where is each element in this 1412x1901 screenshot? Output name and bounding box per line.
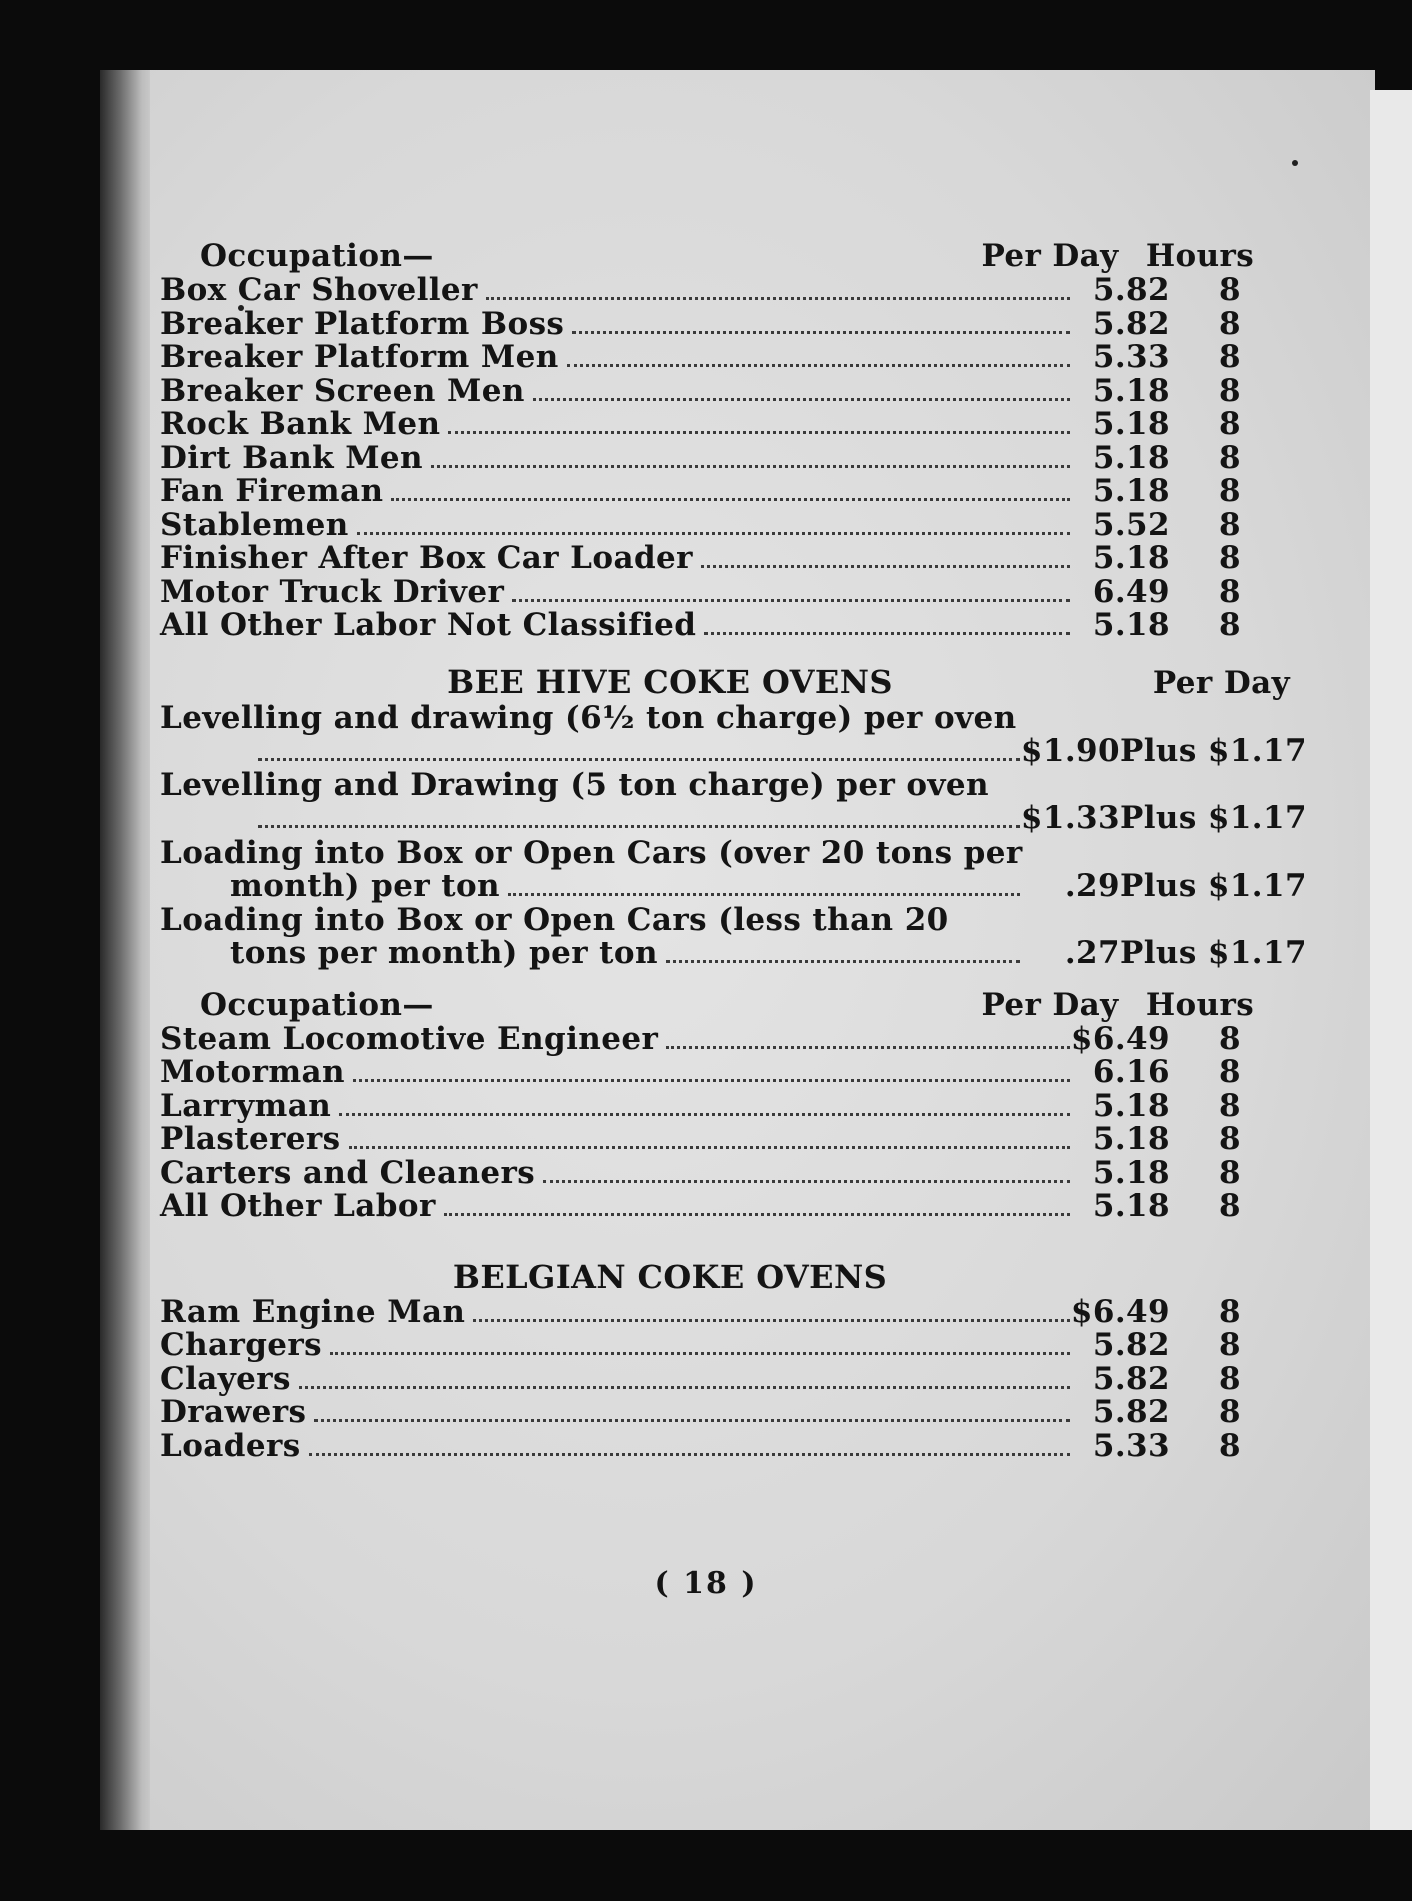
occupation-name: Breaker Screen Men	[160, 372, 525, 409]
leader-dots	[391, 498, 1070, 501]
leader-dots	[349, 1146, 1070, 1149]
table-row	[160, 372, 1290, 409]
occupation-name: Ram Engine Man	[160, 1293, 466, 1330]
occupation-name: Plasterers	[160, 1121, 341, 1157]
occupation-name: Breaker Platform Men	[160, 339, 559, 375]
rate-per-day: 5.18	[1092, 1188, 1170, 1224]
occupation-name: Carters and Cleaners	[160, 1154, 536, 1191]
table-row	[160, 1293, 1290, 1330]
hours-value: 8	[1219, 506, 1241, 543]
table-row	[160, 1190, 1290, 1224]
leader-dots	[567, 364, 1070, 367]
hours-value: 8	[1219, 1054, 1241, 1090]
hours-value: 8	[1219, 607, 1241, 643]
page-number: ( 18 )	[654, 1566, 758, 1601]
occupation-name: Chargers	[160, 1327, 323, 1363]
occupation-name: Drawers	[160, 1394, 307, 1430]
occupation-name: Box Car Shoveller	[160, 272, 478, 308]
rate-description: Loading into Box or Open Cars (less than 20	[160, 902, 949, 938]
rate-per-day: 5.18	[1092, 406, 1170, 442]
rate-per-day: 6.49	[1092, 573, 1170, 610]
leader-dots	[309, 1453, 1070, 1456]
occupation-name: Rock Bank Men	[160, 406, 441, 442]
hours-value: 8	[1219, 1360, 1241, 1397]
table-row	[160, 1087, 1290, 1124]
leader-dots	[330, 1352, 1070, 1355]
rate-per-day: $6.49	[1070, 1293, 1170, 1330]
leader-dots	[448, 431, 1070, 434]
table-row	[160, 305, 1290, 342]
rate-per-day: 5.18	[1092, 540, 1170, 576]
hours-value: 8	[1219, 1394, 1241, 1430]
leader-dots	[357, 532, 1070, 535]
leader-dots	[299, 1386, 1070, 1389]
wage-scale-content	[160, 222, 1307, 1464]
leader-dots	[258, 825, 1020, 828]
rate-per-day: 5.33	[1092, 1427, 1170, 1464]
rate-per-day: 5.82	[1092, 1360, 1170, 1397]
occupation-name: Larryman	[160, 1087, 332, 1124]
leader-dots	[353, 1079, 1070, 1082]
leader-dots	[666, 1046, 1070, 1049]
rate-value: .27	[1064, 935, 1120, 971]
rate-per-day: 5.18	[1092, 1154, 1170, 1191]
table-row	[160, 1154, 1290, 1191]
table-row	[160, 439, 1290, 476]
table-row	[160, 1056, 1290, 1090]
leader-dots	[444, 1213, 1070, 1216]
occupation-name: Clayers	[160, 1360, 291, 1397]
hours-value: 8	[1219, 305, 1241, 342]
hours-value: 8	[1219, 1427, 1241, 1464]
table-row	[160, 542, 1290, 576]
rate-per-day: 5.18	[1092, 372, 1170, 409]
rate-per-day: 5.18	[1092, 607, 1170, 643]
table-row	[160, 732, 1307, 769]
hours-value: 8	[1219, 1121, 1241, 1157]
leader-dots	[701, 565, 1070, 568]
leader-dots	[258, 758, 1020, 761]
hours-value: 8	[1219, 1188, 1241, 1224]
rate-plus: Plus $1.17	[1120, 867, 1307, 904]
rate-plus: Plus $1.17	[1120, 800, 1307, 836]
table-row	[160, 609, 1290, 643]
section-title: BEE HIVE COKE OVENS	[447, 662, 893, 701]
leader-dots	[508, 893, 1020, 896]
occupation-name: Loaders	[160, 1427, 301, 1464]
hours-value: 8	[1219, 540, 1241, 576]
hours-value: 8	[1219, 1087, 1241, 1124]
rate-per-day: 5.82	[1092, 1327, 1170, 1363]
piece-rate-list	[160, 699, 1307, 971]
hours-value: 8	[1219, 439, 1241, 476]
occupation-header-row	[160, 971, 1290, 1023]
hours-value: 8	[1219, 1154, 1241, 1191]
rate-description: Loading into Box or Open Cars (over 20 tons per	[160, 834, 1023, 871]
leader-dots	[339, 1113, 1070, 1116]
table-row	[160, 1329, 1290, 1363]
occupation-name: Finisher After Box Car Loader	[160, 540, 693, 576]
leader-dots	[314, 1419, 1070, 1422]
table-row	[160, 867, 1307, 904]
occupation-list	[160, 1293, 1290, 1464]
hours-value: 8	[1219, 473, 1241, 509]
per-day-header: Per Day	[981, 238, 1119, 274]
occupation-name: Breaker Platform Boss	[160, 305, 565, 342]
leader-dots	[431, 465, 1070, 468]
hours-value: 8	[1219, 1327, 1241, 1363]
table-row	[160, 475, 1290, 509]
rate-per-day: 5.33	[1092, 339, 1170, 375]
table-row	[160, 1427, 1290, 1464]
rate-plus: Plus $1.17	[1120, 732, 1307, 769]
hours-value: 8	[1219, 272, 1241, 308]
table-row	[160, 1360, 1290, 1397]
occupation-name: Dirt Bank Men	[160, 439, 423, 476]
table-row	[160, 408, 1290, 442]
occupation-name: Motorman	[160, 1054, 345, 1090]
rate-value: $1.33	[1020, 800, 1120, 836]
leader-dots	[704, 632, 1070, 635]
hours-value: 8	[1219, 406, 1241, 442]
hours-header: Hours	[1145, 238, 1255, 274]
table-row	[160, 1020, 1290, 1057]
table-row	[160, 1396, 1290, 1430]
table-row	[160, 800, 1307, 836]
section-title: BELGIAN COKE OVENS	[452, 1257, 888, 1296]
occupation-name: Stablemen	[160, 506, 349, 543]
occupation-header-row	[160, 222, 1290, 274]
table-row	[160, 341, 1290, 375]
rate-per-day: 5.18	[1092, 1121, 1170, 1157]
rate-description-cont: tons per month) per ton	[230, 935, 658, 971]
rate-value: .29	[1064, 867, 1120, 904]
occupation-list	[160, 274, 1290, 643]
table-row	[160, 573, 1290, 610]
occupation-header: Occupation—	[200, 986, 434, 1023]
rate-description-cont: month) per ton	[230, 867, 500, 904]
occupation-list	[160, 1020, 1290, 1224]
rate-per-day: 5.82	[1092, 305, 1170, 342]
leader-dots	[473, 1319, 1070, 1322]
belgian-section-header	[160, 1238, 1290, 1296]
rate-per-day: 5.82	[1092, 272, 1170, 308]
table-row	[160, 274, 1290, 308]
leader-dots	[486, 297, 1070, 300]
bee-hive-section-header	[160, 643, 1290, 701]
rate-per-day: 5.18	[1092, 439, 1170, 476]
occupation-name: Fan Fireman	[160, 473, 384, 509]
occupation-name: Motor Truck Driver	[160, 573, 505, 610]
occupation-header: Occupation—	[200, 238, 434, 274]
rate-description: Levelling and drawing (6½ ton charge) per oven	[160, 699, 1017, 736]
rate-plus: Plus $1.17	[1120, 935, 1307, 971]
per-day-header: Per Day	[1152, 664, 1290, 701]
hours-value: 8	[1219, 1293, 1241, 1330]
rate-per-day: $6.49	[1070, 1020, 1170, 1057]
leader-dots	[512, 599, 1070, 602]
leader-dots	[572, 331, 1070, 334]
leader-dots	[533, 398, 1070, 401]
occupation-name: All Other Labor	[160, 1188, 436, 1224]
table-row	[160, 506, 1290, 543]
rate-value: $1.90	[1020, 732, 1120, 769]
occupation-name: Steam Locomotive Engineer	[160, 1020, 659, 1057]
rate-per-day: 6.16	[1092, 1054, 1170, 1090]
hours-value: 8	[1219, 1020, 1241, 1057]
ink-speck	[1292, 160, 1298, 166]
rate-per-day: 5.52	[1092, 506, 1170, 543]
per-day-header: Per Day	[981, 986, 1119, 1023]
hours-header: Hours	[1145, 986, 1255, 1023]
occupation-name: All Other Labor Not Classified	[160, 607, 697, 643]
leader-dots	[666, 960, 1020, 963]
hours-value: 8	[1219, 573, 1241, 610]
leader-dots	[543, 1180, 1070, 1183]
rate-per-day: 5.18	[1092, 473, 1170, 509]
rate-description: Levelling and Drawing (5 ton charge) per oven	[160, 767, 989, 803]
rate-per-day: 5.18	[1092, 1087, 1170, 1124]
table-row	[160, 935, 1307, 971]
table-row	[160, 1123, 1290, 1157]
hours-value: 8	[1219, 339, 1241, 375]
hours-value: 8	[1219, 372, 1241, 409]
rate-per-day: 5.82	[1092, 1394, 1170, 1430]
